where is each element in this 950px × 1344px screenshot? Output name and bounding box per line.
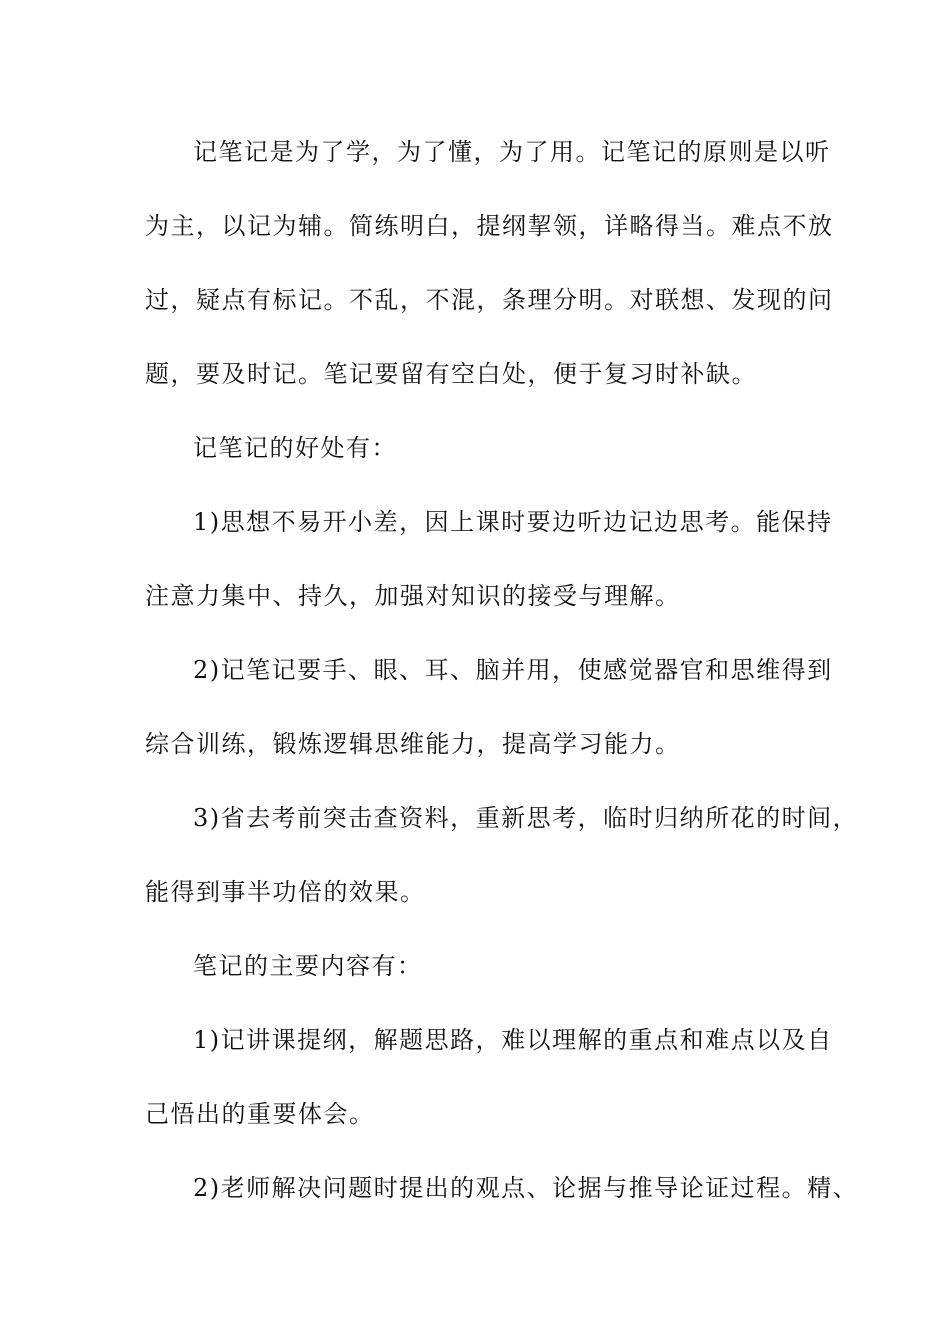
text-line: 注意力集中、持久，加强对知识的接受与理解。 bbox=[145, 582, 681, 610]
body-text bbox=[145, 128, 859, 1238]
text-line: 过，疑点有标记。不乱，不混，条理分明。对联想、发现的问 bbox=[145, 286, 834, 314]
text-line: 综合训练，锻炼逻辑思维能力，提高学习能力。 bbox=[145, 730, 681, 758]
text-line: 为主，以记为辅。简练明白，提纲挈领，详略得当。难点不放 bbox=[145, 212, 834, 240]
text-line: 笔记的主要内容有： bbox=[193, 952, 423, 980]
text-line: 3)省去考前突击查资料，重新思考，临时归纳所花的时间， bbox=[193, 804, 859, 832]
text-line: 记笔记的好处有： bbox=[193, 434, 397, 462]
text-line: 1)思想不易开小差，因上课时要边听边记边思考。能保持 bbox=[193, 508, 833, 536]
text-line: 能得到事半功倍的效果。 bbox=[145, 878, 426, 906]
text-line: 己悟出的重要体会。 bbox=[145, 1100, 375, 1128]
text-line: 记笔记是为了学，为了懂，为了用。记笔记的原则是以听 bbox=[193, 138, 831, 166]
text-line: 题，要及时记。笔记要留有空白处，便于复习时补缺。 bbox=[145, 360, 757, 388]
text-line: 1)记讲课提纲，解题思路，难以理解的重点和难点以及自 bbox=[193, 1026, 833, 1054]
text-line: 2)老师解决问题时提出的观点、论据与推导论证过程。精、 bbox=[193, 1174, 859, 1202]
text-line: 2)记笔记要手、眼、耳、脑并用，使感觉器官和思维得到 bbox=[193, 656, 833, 684]
